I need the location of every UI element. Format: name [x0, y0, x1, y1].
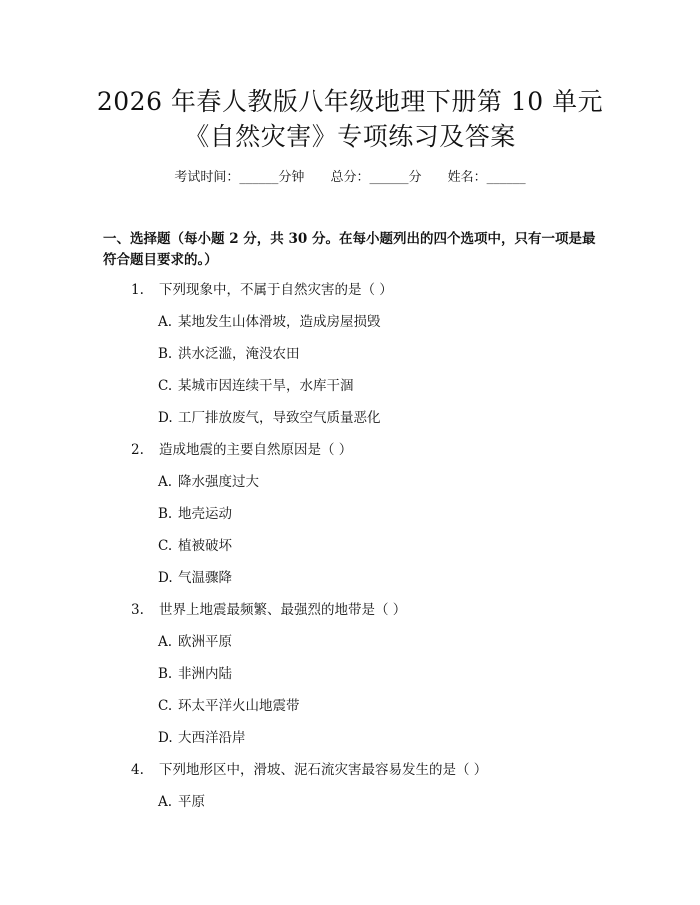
document-title-line1: 2026 年春人教版八年级地理下册第 10 单元: [96, 87, 604, 116]
option-letter: B.: [158, 506, 173, 522]
question-1: [131, 281, 393, 299]
exam-time-label: 考试时间：: [174, 170, 240, 185]
exam-time-field: [174, 170, 304, 185]
section-heading-line1: 一、选择题（每小题 2 分，共 30 分。在每小题列出的四个选项中，只有一项是最: [103, 231, 596, 247]
question-3-option-c: [158, 697, 300, 715]
option-letter: D.: [158, 730, 173, 746]
option-letter: D.: [158, 410, 173, 426]
question-1-option-b: [158, 345, 300, 363]
question-number: 1.: [131, 282, 144, 298]
option-text: 气温骤降: [178, 570, 232, 586]
option-letter: C.: [158, 698, 173, 714]
question-3-option-a: [158, 633, 232, 651]
student-name-field: [448, 170, 526, 185]
exam-info-line: [0, 169, 700, 187]
option-letter: B.: [158, 666, 173, 682]
question-4: [131, 761, 487, 779]
question-text: 世界上地震最频繁、最强烈的地带是（ ）: [159, 602, 407, 618]
exam-time-blank: ______: [239, 170, 279, 185]
total-score-field: [330, 170, 421, 185]
student-name-label: 姓名：: [447, 170, 487, 185]
question-number: 2.: [131, 442, 144, 458]
question-3: [131, 601, 406, 619]
student-name-blank: ______: [486, 170, 526, 185]
question-1-option-c: [158, 377, 354, 395]
total-score-blank: ______: [369, 170, 409, 185]
question-3-option-b: [158, 665, 232, 683]
question-2-option-d: [158, 569, 232, 587]
option-text: 某城市因连续干旱，水库干涸: [178, 378, 354, 394]
option-letter: A.: [158, 474, 173, 490]
question-2: [131, 441, 352, 459]
option-letter: D.: [158, 570, 173, 586]
option-text: 非洲内陆: [178, 666, 232, 682]
total-score-label: 总分：: [330, 170, 370, 185]
option-letter: C.: [158, 378, 173, 394]
option-text: 降水强度过大: [178, 474, 259, 490]
total-score-unit: 分: [408, 170, 422, 185]
option-text: 洪水泛滥，淹没农田: [178, 346, 300, 362]
question-4-option-a: [158, 793, 205, 811]
option-text: 某地发生山体滑坡，造成房屋损毁: [178, 314, 381, 330]
option-text: 平原: [178, 794, 205, 810]
exam-time-unit: 分钟: [278, 170, 305, 185]
question-1-option-a: [158, 313, 381, 331]
document-title-line2: 《自然灾害》专项练习及答案: [184, 122, 516, 151]
question-2-option-c: [158, 537, 232, 555]
option-letter: A.: [158, 314, 173, 330]
option-text: 工厂排放废气，导致空气质量恶化: [178, 410, 381, 426]
question-number: 3.: [131, 602, 144, 618]
option-text: 环太平洋火山地震带: [178, 698, 300, 714]
option-letter: A.: [158, 794, 173, 810]
option-text: 植被破坏: [178, 538, 232, 554]
question-number: 4.: [131, 762, 144, 778]
option-text: 欧洲平原: [178, 634, 232, 650]
question-1-option-d: [158, 409, 381, 427]
option-letter: A.: [158, 634, 173, 650]
option-text: 地壳运动: [178, 506, 232, 522]
section-heading-line2: 符合题目要求的。）: [103, 252, 218, 268]
option-text: 大西洋沿岸: [178, 730, 246, 746]
question-text: 造成地震的主要自然原因是（ ）: [159, 442, 353, 458]
option-letter: C.: [158, 538, 173, 554]
question-text: 下列现象中，不属于自然灾害的是（ ）: [159, 282, 393, 298]
question-2-option-b: [158, 505, 232, 523]
question-3-option-d: [158, 729, 246, 747]
question-text: 下列地形区中，滑坡、泥石流灾害最容易发生的是（ ）: [159, 762, 488, 778]
question-2-option-a: [158, 473, 259, 491]
option-letter: B.: [158, 346, 173, 362]
